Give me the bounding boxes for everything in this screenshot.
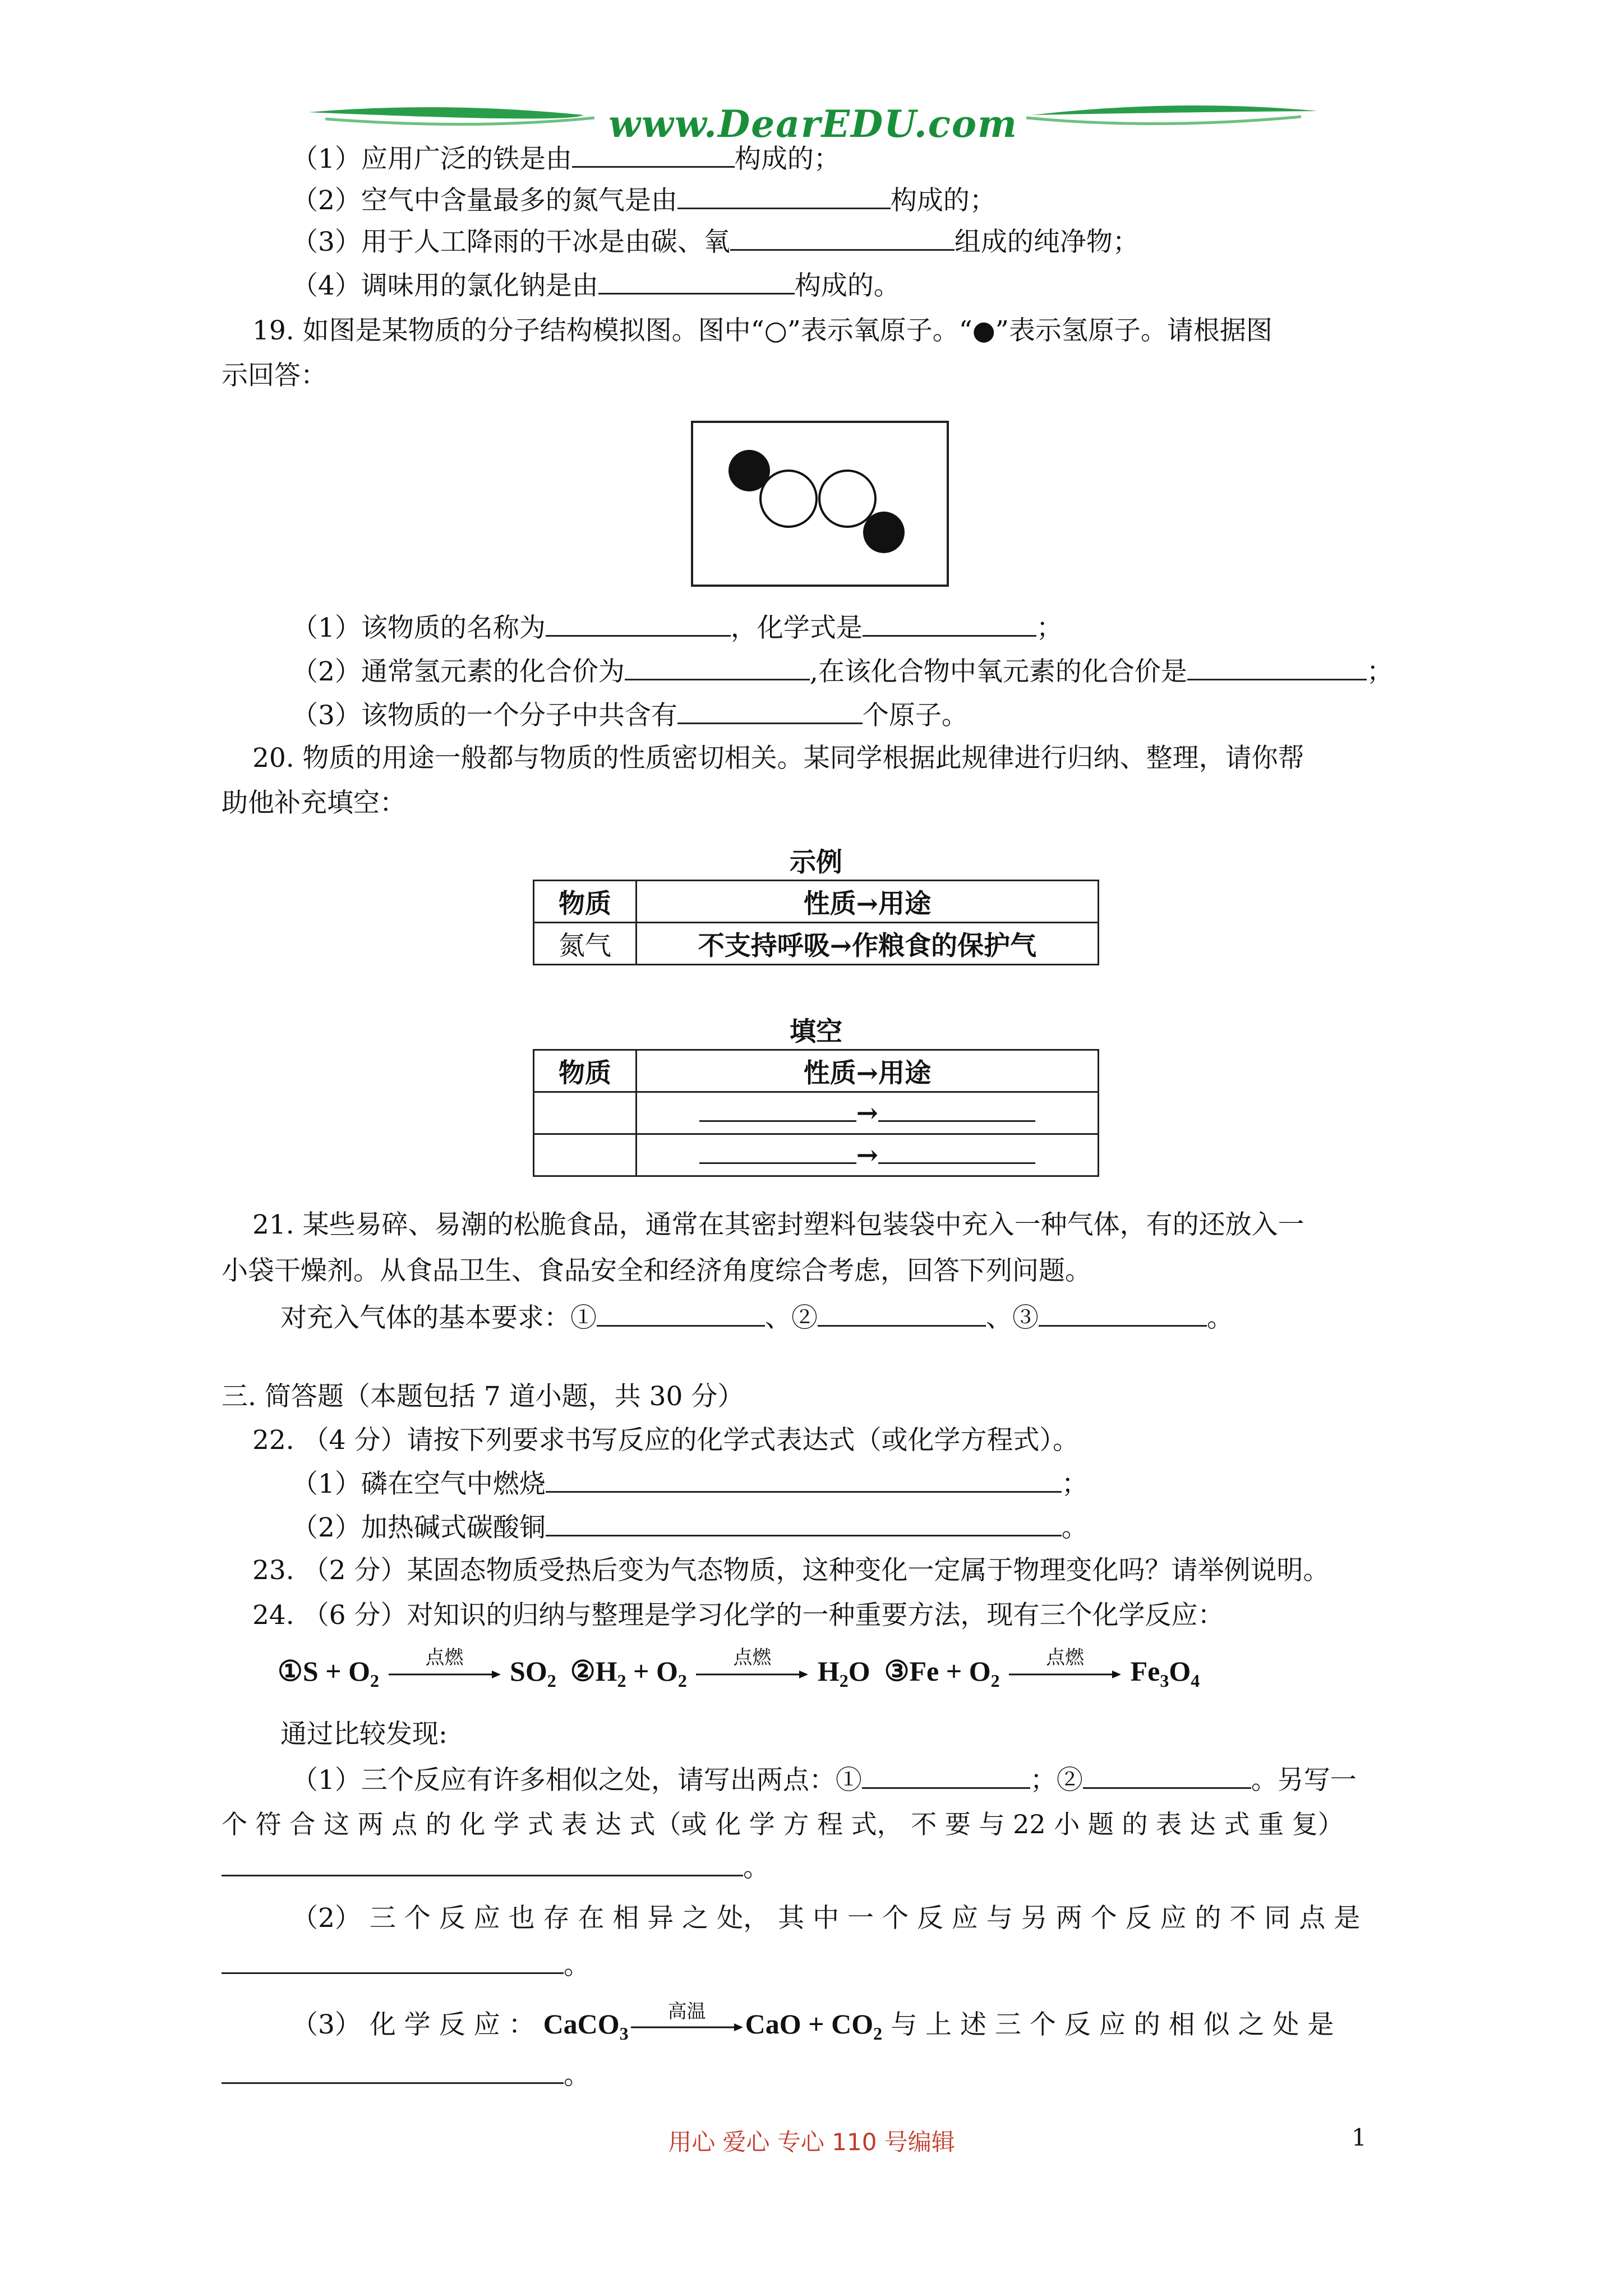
table-header-cell: 性质→用途 — [637, 881, 1099, 923]
answer-blank[interactable] — [546, 610, 731, 637]
text: （3）该物质的一个分子中共含有 — [292, 700, 677, 731]
q24-part-2-answer — [222, 1948, 590, 1982]
answer-blank[interactable] — [597, 1300, 765, 1327]
text: 。 — [1061, 1512, 1088, 1543]
subscript: 3 — [619, 2023, 629, 2044]
answer-blank[interactable] — [1187, 654, 1367, 680]
answer-blank[interactable] — [818, 1300, 986, 1327]
table-cell — [637, 1092, 1099, 1134]
reaction-arrow — [696, 1646, 808, 1686]
text: ； — [1366, 656, 1393, 687]
subscript: 2 — [839, 1671, 849, 1691]
q22-stem: 22. （4 分）请按下列要求书写反应的化学式表达式（或化学方程式）。 — [252, 1425, 1080, 1456]
answer-blank[interactable] — [699, 1099, 856, 1122]
products: Fe — [1130, 1655, 1160, 1687]
answer-blank[interactable] — [863, 610, 1036, 637]
table-header-cell: 物质 — [534, 881, 637, 923]
footer-text: 用心 爱心 专心 110 号编辑 — [668, 2128, 955, 2156]
reaction-arrow — [631, 2000, 743, 2039]
text: （1）三个反应有许多相似之处，请写出两点：① — [292, 1765, 862, 1796]
text: 。 — [743, 1852, 769, 1883]
q24-part-3-answer — [222, 2058, 590, 2092]
answer-blank[interactable] — [546, 1466, 1062, 1493]
q19-stem-1: 19. 如图是某物质的分子结构模拟图。图中“○”表示氧原子。“●”表示氢原子。请根据图 — [252, 315, 1272, 346]
q18-line-4 — [292, 268, 900, 303]
table-cell: 不支持呼吸→作粮食的保护气 — [637, 923, 1099, 965]
answer-blank[interactable] — [572, 141, 735, 168]
condition: 点燃 — [733, 1646, 772, 1669]
q23-stem: 23. （2 分）某固态物质受热后变为气态物质，这种变化一定属于物理变化吗？请举例说明。 — [252, 1555, 1330, 1586]
products: O — [1169, 1655, 1191, 1687]
table-row — [534, 1134, 1099, 1176]
text: 、② — [765, 1303, 818, 1333]
example-table-caption: 示例 — [790, 847, 842, 878]
q24-part-1-cont: 个 符 合 这 两 点 的 化 学 式 表 达 式（或 化 学 方 程 式， 不 要 与 22 小 题 的 表 达 式 重 复） — [222, 1809, 1344, 1839]
table-cell: 氮气 — [534, 923, 637, 965]
subscript: 2 — [677, 1671, 687, 1691]
products: H — [817, 1655, 840, 1687]
reaction-arrow — [389, 1646, 501, 1686]
text: （1）该物质的名称为 — [292, 613, 546, 643]
answer-blank[interactable] — [222, 1948, 564, 1974]
text: 与 上 述 三 个 反 应 的 相 似 之 处 是 — [891, 2009, 1334, 2040]
reactants: Fe + O — [909, 1655, 991, 1687]
q24-compare: 通过比较发现: — [280, 1719, 448, 1750]
arrow-text: → — [856, 1139, 879, 1171]
q24-stem: 24. （6 分）对知识的归纳与整理是学习化学的一种重要方法，现有三个化学反应： — [252, 1600, 1224, 1631]
fill-table — [533, 1049, 1099, 1177]
answer-blank[interactable] — [222, 2058, 564, 2084]
text: ，化学式是 — [730, 613, 863, 643]
text: 组成的纯净物； — [954, 227, 1139, 257]
q22-part-1 — [292, 1466, 1088, 1501]
condition: 点燃 — [425, 1646, 464, 1669]
table-row — [534, 1092, 1099, 1134]
table-header-cell: 性质→用途 — [637, 1050, 1099, 1092]
text: ； — [1036, 613, 1063, 643]
q21-requirements — [280, 1300, 1233, 1335]
section-3-heading: 三. 简答题（本题包括 7 道小题，共 30 分） — [222, 1381, 744, 1412]
text: 。 — [564, 1950, 590, 1981]
text: 个原子。 — [862, 700, 968, 731]
subscript: 2 — [547, 1671, 556, 1691]
answer-blank[interactable] — [677, 183, 891, 209]
text: ；② — [1030, 1765, 1083, 1796]
text: 构成的。 — [794, 270, 900, 301]
text: 对充入气体的基本要求：① — [280, 1303, 597, 1333]
q19-part-2 — [292, 654, 1393, 689]
reaction-equations — [278, 1646, 1200, 1691]
products: CaO + CO — [745, 2008, 874, 2040]
subscript: 2 — [990, 1671, 1000, 1691]
subscript: 2 — [617, 1671, 626, 1691]
marker: ① — [278, 1655, 303, 1687]
table-cell — [637, 1134, 1099, 1176]
text: 。 — [1207, 1303, 1233, 1333]
text: （2）空气中含量最多的氮气是由 — [292, 185, 677, 216]
q19-stem-2: 示回答： — [222, 360, 327, 391]
text: （3）用于人工降雨的干冰是由碳、氧 — [292, 227, 730, 257]
subscript: 2 — [873, 2023, 883, 2044]
answer-blank[interactable] — [222, 1850, 743, 1876]
condition: 高温 — [667, 2000, 706, 2023]
example-table — [533, 880, 1099, 965]
table-header-cell: 物质 — [534, 1050, 637, 1092]
text: （4）调味用的氯化钠是由 — [292, 270, 598, 301]
q21-stem-2: 小袋干燥剂。从食品卫生、食品安全和经济角度综合考虑，回答下列问题。 — [222, 1255, 1091, 1286]
q21-stem-1: 21. 某些易碎、易潮的松脆食品，通常在其密封塑料包装袋中充入一种气体，有的还放入一 — [252, 1209, 1304, 1240]
reactants: S + O — [302, 1655, 371, 1687]
subscript: 4 — [1191, 1671, 1200, 1691]
molecule-figure — [691, 421, 949, 587]
answer-cell[interactable] — [534, 1092, 637, 1134]
q24-part-3 — [292, 2000, 1334, 2050]
answer-blank[interactable] — [1083, 1763, 1251, 1789]
products: O — [848, 1655, 870, 1687]
answer-blank[interactable] — [1039, 1300, 1207, 1327]
reaction-equation-4 — [543, 2000, 883, 2044]
reactants: CaCO — [543, 2008, 620, 2040]
marker: ③ — [884, 1655, 910, 1687]
q24-part-2: （2） 三 个 反 应 也 存 在 相 异 之 处， 其 中 一 个 反 应 与 另 两 个 反 应 的 不 同 点 是 — [292, 1903, 1361, 1934]
answer-blank[interactable] — [625, 654, 810, 680]
condition: 点燃 — [1046, 1646, 1085, 1669]
reactants: H — [595, 1655, 617, 1687]
marker: ② — [570, 1655, 596, 1687]
text: ； — [1061, 1469, 1088, 1499]
answer-blank[interactable] — [862, 1763, 1030, 1789]
q20-stem-1: 20. 物质的用途一般都与物质的性质密切相关。某同学根据此规律进行归纳、整理，请你帮 — [252, 743, 1304, 774]
page-number: 1 — [1352, 2124, 1367, 2151]
q19-part-1 — [292, 610, 1063, 645]
reaction-arrow — [1009, 1646, 1121, 1686]
table-row — [534, 923, 1099, 965]
text: （1）磷在空气中燃烧 — [292, 1469, 546, 1499]
header-logo — [303, 95, 1324, 146]
oxygen-atom — [819, 471, 875, 527]
text: ,在该化合物中氧元素的化合价是 — [809, 656, 1187, 687]
q19-part-3 — [292, 698, 968, 733]
text: 。另写一 — [1251, 1765, 1357, 1796]
text: （1）应用广泛的铁是由 — [292, 144, 572, 174]
answer-blank[interactable] — [677, 698, 863, 724]
hydrogen-atom — [863, 512, 905, 553]
q22-part-2 — [292, 1510, 1088, 1545]
text: 构成的； — [890, 185, 996, 216]
text: 构成的； — [734, 144, 840, 174]
q24-part-1-answer — [222, 1850, 769, 1885]
table-row — [534, 1050, 1099, 1092]
answer-blank[interactable] — [878, 1141, 1035, 1164]
text: 。 — [564, 2060, 590, 2091]
arrow-text: → — [856, 1097, 879, 1129]
text: （2）通常氢元素的化合价为 — [292, 656, 625, 687]
text: （3） 化 学 反 应 ： — [292, 2009, 535, 2040]
table-row — [534, 881, 1099, 923]
answer-blank[interactable] — [598, 268, 795, 295]
subscript: 2 — [370, 1671, 380, 1691]
answer-blank[interactable] — [546, 1510, 1062, 1536]
molecule-diagram — [693, 423, 947, 585]
products: SO — [510, 1655, 547, 1687]
answer-blank[interactable] — [730, 224, 955, 251]
subscript: 3 — [1160, 1671, 1169, 1691]
answer-blank[interactable] — [878, 1099, 1035, 1122]
text: 、③ — [986, 1303, 1039, 1333]
q18-line-1 — [292, 141, 840, 176]
oxygen-atom — [760, 471, 817, 527]
q20-stem-2: 助他补充填空： — [222, 788, 406, 818]
text: （2）加热碱式碳酸铜 — [292, 1512, 546, 1543]
answer-blank[interactable] — [699, 1141, 856, 1164]
reactants: + O — [626, 1655, 678, 1687]
site-logo-text: www.DearEDU.com — [608, 102, 1018, 146]
q18-line-3 — [292, 224, 1139, 259]
fill-table-caption: 填空 — [790, 1016, 842, 1047]
answer-cell[interactable] — [534, 1134, 637, 1176]
q24-part-1 — [292, 1763, 1357, 1797]
q18-line-2 — [292, 183, 996, 218]
